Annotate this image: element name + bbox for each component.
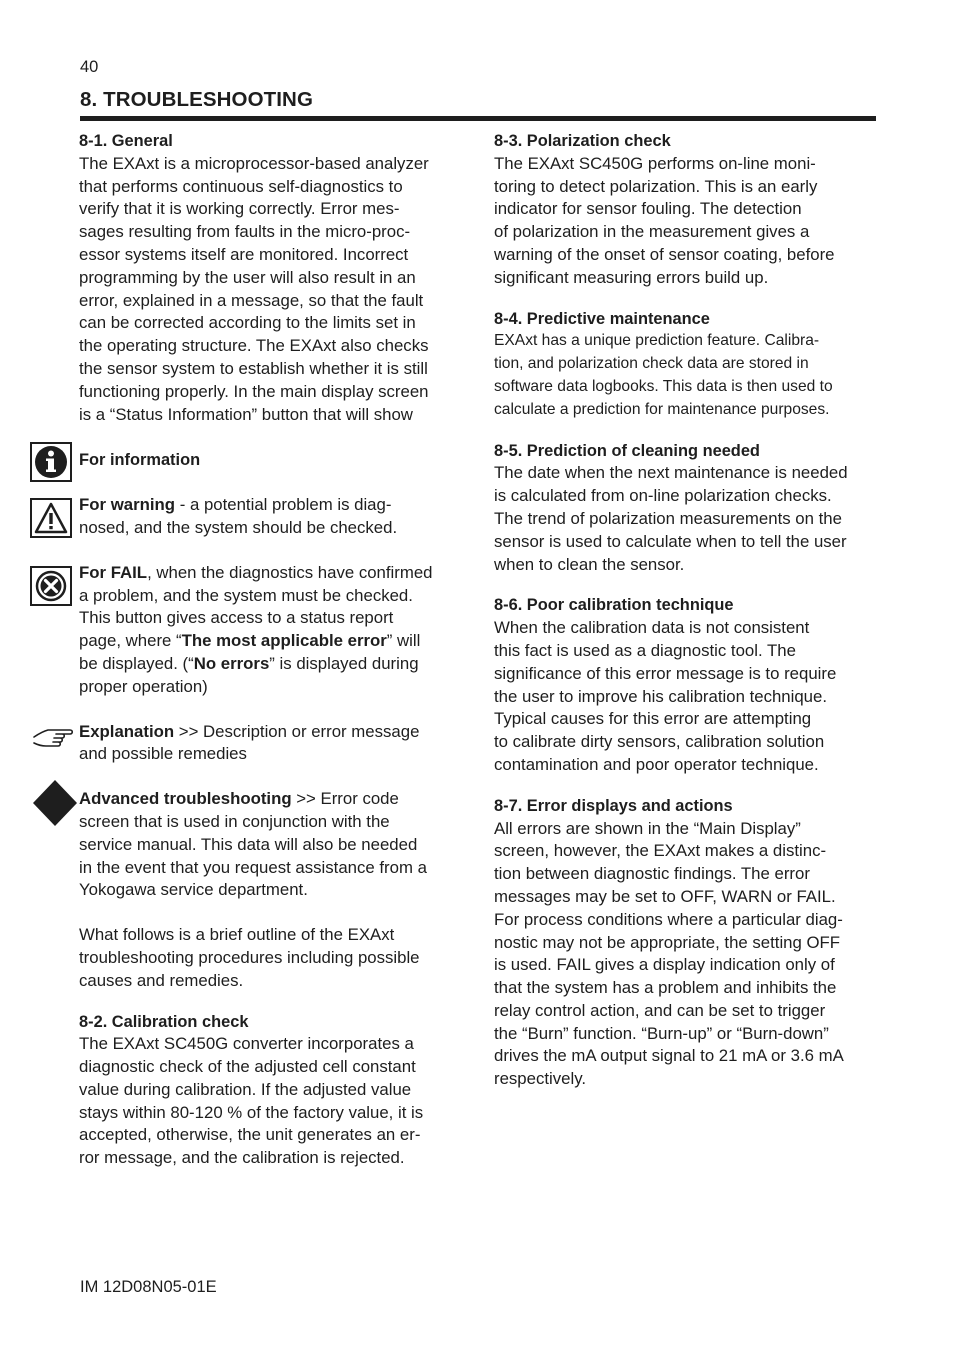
section-8-5 [494, 440, 884, 577]
paragraph-line: programming by the user will also result in an [79, 267, 416, 287]
paragraph-line: tion, and polarization check data are stored in [494, 355, 809, 373]
paragraph-line: indicator for sensor fouling. The detection [494, 199, 802, 219]
paragraph-line: The EXAxt SC450G performs on-line moni- [494, 153, 816, 173]
advanced-text: service manual. This data will also be needed [79, 834, 418, 854]
paragraph-line: For process conditions where a particular diag- [494, 909, 843, 929]
paragraph-line: troubleshooting procedures including possible [79, 947, 420, 967]
paragraph-line: respectively. [494, 1069, 587, 1089]
fail-entry [79, 562, 471, 699]
paragraph-line: calculate a prediction for maintenance purposes. [494, 400, 830, 418]
paragraph-line: diagnostic check of the adjusted cell constant [79, 1057, 416, 1077]
paragraph-line: The EXAxt is a microprocessor-based analyzer [79, 153, 429, 173]
paragraph-line: warning of the onset of sensor coating, before [494, 244, 835, 264]
section-8-2-heading: 8-2. Calibration check [79, 1012, 249, 1031]
section-8-1 [79, 130, 471, 426]
fail-text: proper operation) [79, 676, 208, 696]
left-column [79, 130, 471, 1188]
fail-text: be displayed. (“ [79, 653, 194, 673]
section-8-3 [494, 130, 884, 290]
warning-icon [30, 498, 72, 538]
fail-emphasis: The most applicable error [181, 631, 387, 651]
advanced-text: Yokogawa service department. [79, 880, 308, 900]
paragraph-line: toring to detect polarization. This is an early [494, 176, 818, 196]
fail-icon [30, 566, 72, 606]
paragraph-line: the user to improve his calibration technique. [494, 686, 828, 706]
advanced-label: Advanced troubleshooting [79, 789, 292, 809]
fail-text: ” will [386, 631, 421, 651]
paragraph-line: The trend of polarization measurements on the [494, 508, 842, 528]
paragraph-line: functioning properly. In the main display screen [79, 381, 429, 401]
paragraph-line: stays within 80-120 % of the factory value, it is [79, 1102, 424, 1122]
paragraph-line: error, explained in a message, so that the fault [79, 290, 424, 310]
outline-paragraph [79, 924, 471, 992]
fail-text: This button gives access to a status report [79, 608, 394, 628]
paragraph-line: causes and remedies. [79, 970, 244, 990]
paragraph-line: relay control action, and can be set to trigger [494, 1000, 826, 1020]
section-8-7 [494, 795, 884, 1091]
advanced-text: >> Error code [291, 789, 399, 809]
paragraph-line: to calibrate dirty sensors, calibration solution [494, 732, 825, 752]
warning-label: For warning [79, 495, 176, 515]
paragraph-line: screen, however, the EXAxt makes a distinc- [494, 841, 827, 861]
paragraph-line: nostic may not be appropriate, the setting OFF [494, 932, 841, 952]
paragraph-line: is calculated from on-line polarization checks. [494, 486, 832, 506]
advanced-diamond-icon [32, 779, 78, 827]
advanced-text: screen that is used in conjunction with the [79, 811, 390, 831]
paragraph-line: the operating structure. The EXAxt also checks [79, 336, 429, 356]
paragraph-line: can be corrected according to the limits set in [79, 313, 416, 333]
advanced-entry [79, 788, 471, 902]
paragraph-line: is used. FAIL gives a display indication only of [494, 955, 835, 975]
section-8-5-heading: 8-5. Prediction of cleaning needed [494, 441, 760, 460]
paragraph-line: that performs continuous self-diagnostics to [79, 176, 403, 196]
paragraph-line: messages may be set to OFF, WARN or FAIL. [494, 886, 836, 906]
advanced-text: in the event that you request assistance from a [79, 857, 427, 877]
section-8-6-heading: 8-6. Poor calibration technique [494, 596, 734, 615]
fail-text: a problem, and the system must be checked. [79, 585, 413, 605]
paragraph-line: tion between diagnostic findings. The error [494, 864, 810, 884]
paragraph-line: ror message, and the calibration is rejected. [79, 1148, 405, 1168]
explanation-label: Explanation [79, 721, 175, 741]
paragraph-line: significance of this error message is to require [494, 663, 837, 683]
paragraph-line: verify that it is working correctly. Error mes- [79, 199, 400, 219]
explanation-text: >> Description or error message [174, 721, 420, 741]
section-8-4-heading: 8-4. Predictive maintenance [494, 309, 710, 328]
paragraph-line: essor systems itself are monitored. Incorrect [79, 244, 409, 264]
right-column [494, 130, 884, 1109]
paragraph-line: When the calibration data is not consistent [494, 618, 810, 638]
section-8-6 [494, 594, 884, 776]
section-8-7-heading: 8-7. Error displays and actions [494, 796, 733, 815]
section-8-3-heading: 8-3. Polarization check [494, 132, 671, 150]
fail-emphasis: No errors [193, 653, 270, 673]
paragraph-line: value during calibration. If the adjusted value [79, 1079, 412, 1099]
fail-text: page, where “ [79, 631, 182, 651]
paragraph-line: sensor is used to calculate when to tell the user [494, 531, 847, 551]
paragraph-line: is a “Status Information” button that will show [79, 404, 413, 424]
document-code: IM 12D08N05-01E [80, 1278, 217, 1296]
fail-text: ” is displayed during [269, 653, 419, 673]
paragraph-line: The date when the next maintenance is needed [494, 463, 848, 483]
paragraph-line: contamination and poor operator technique. [494, 754, 819, 774]
section-8-1-heading: 8-1. General [79, 132, 173, 150]
paragraph-line: sages resulting from faults in the micro-proc- [79, 222, 411, 242]
paragraph-line: the sensor system to establish whether it is still [79, 358, 428, 378]
paragraph-line: that the system has a problem and inhibits the [494, 978, 837, 998]
section-8-2 [79, 1011, 471, 1171]
paragraph-line: All errors are shown in the “Main Display” [494, 818, 801, 838]
paragraph-line: the “Burn” function. “Burn-up” or “Burn-down” [494, 1023, 829, 1043]
title-rule [80, 116, 876, 121]
paragraph-line: What follows is a brief outline of the EXAxt [79, 925, 395, 945]
warning-text: - a potential problem is diag- [175, 495, 392, 515]
paragraph-line: significant measuring errors build up. [494, 267, 769, 287]
info-entry [79, 449, 471, 472]
explanation-text: and possible remedies [79, 744, 247, 764]
fail-text: , when the diagnostics have confirmed [147, 562, 433, 582]
fail-label: For FAIL [79, 562, 148, 582]
paragraph-line: EXAxt has a unique prediction feature. Calibra- [494, 332, 820, 350]
chapter-title: 8. TROUBLESHOOTING [80, 88, 314, 111]
pointing-hand-icon [32, 723, 76, 755]
paragraph-line: of polarization in the measurement gives a [494, 222, 810, 242]
paragraph-line: this fact is used as a diagnostic tool. The [494, 640, 796, 660]
info-label: For information [79, 451, 201, 470]
paragraph-line: Typical causes for this error are attempting [494, 709, 812, 729]
page-number: 40 [80, 58, 99, 76]
paragraph-line: software data logbooks. This data is then used to [494, 377, 833, 395]
section-8-4 [494, 308, 884, 422]
info-icon [30, 442, 72, 482]
paragraph-line: The EXAxt SC450G converter incorporates a [79, 1034, 414, 1054]
paragraph-line: accepted, otherwise, the unit generates an er- [79, 1125, 421, 1145]
warning-text: nosed, and the system should be checked. [79, 517, 398, 537]
warning-entry [79, 494, 471, 540]
explanation-entry [79, 721, 471, 767]
paragraph-line: drives the mA output signal to 21 mA or 3.6 mA [494, 1046, 844, 1066]
paragraph-line: when to clean the sensor. [494, 554, 685, 574]
